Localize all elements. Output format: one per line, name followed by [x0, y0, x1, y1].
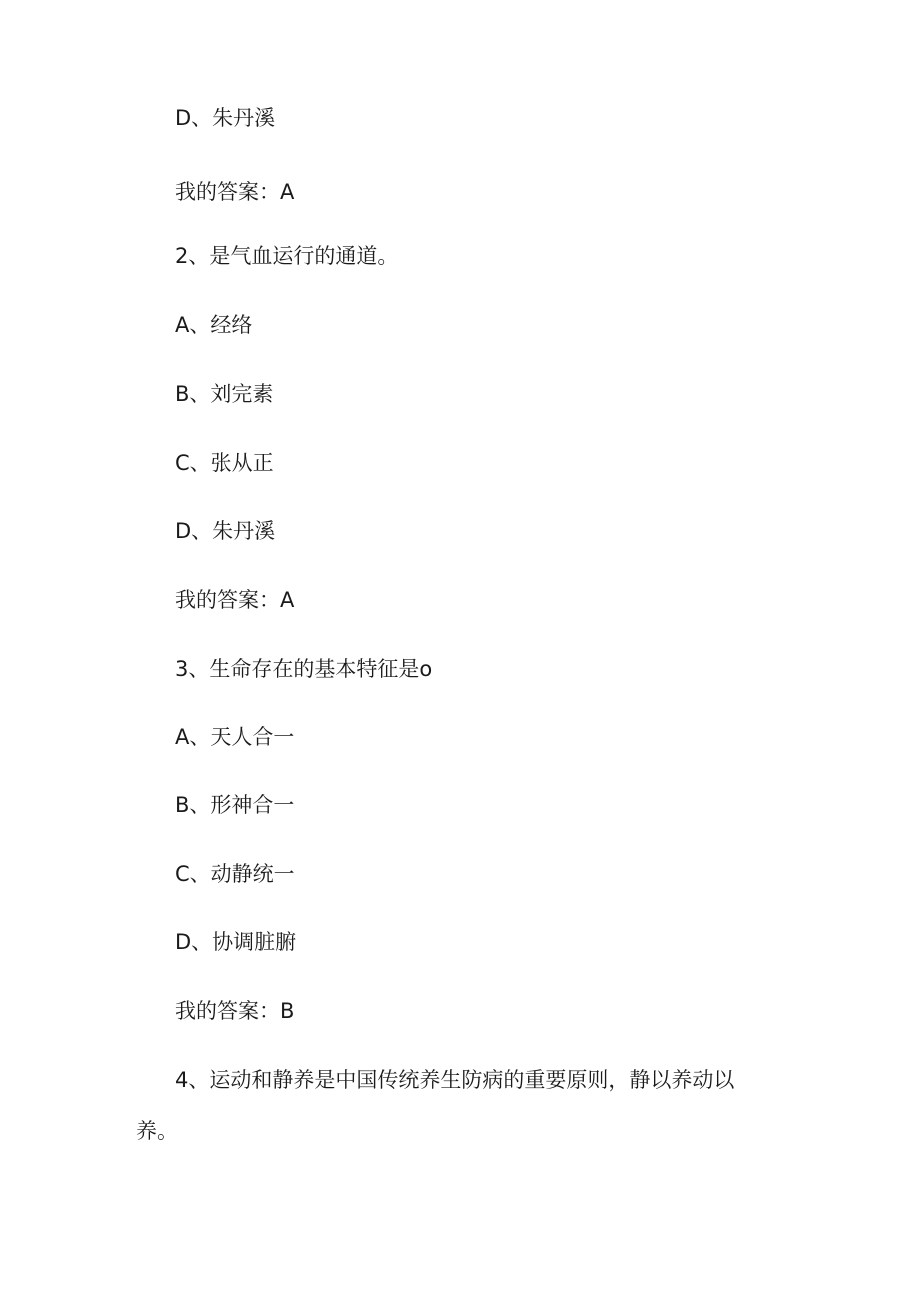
- q2-option-a: A、经络: [175, 313, 253, 337]
- q3-option-d: D、协调脏腑: [175, 930, 297, 954]
- q3-option-b: B、形神合一: [175, 793, 295, 817]
- q4-question-line2: 养。: [136, 1119, 178, 1143]
- q2-question: 2、是气血运行的通道。: [175, 244, 399, 268]
- q4-question-line1: 4、运动和静养是中国传统养生防病的重要原则，静以养动以: [175, 1068, 735, 1092]
- q3-question: 3、生命存在的基本特征是o: [175, 657, 433, 681]
- q2-option-c: C、张从正: [175, 451, 274, 475]
- q2-my-answer: 我的答案：A: [175, 588, 295, 612]
- q3-my-answer: 我的答案：B: [175, 999, 295, 1023]
- q3-option-c: C、动静统一: [175, 862, 295, 886]
- q3-option-a: A、天人合一: [175, 725, 295, 749]
- q2-option-d: D、朱丹溪: [175, 519, 276, 543]
- q2-option-b: B、刘完素: [175, 382, 274, 406]
- q1-my-answer: 我的答案：A: [175, 180, 295, 204]
- q1-option-d: D、朱丹溪: [175, 106, 276, 130]
